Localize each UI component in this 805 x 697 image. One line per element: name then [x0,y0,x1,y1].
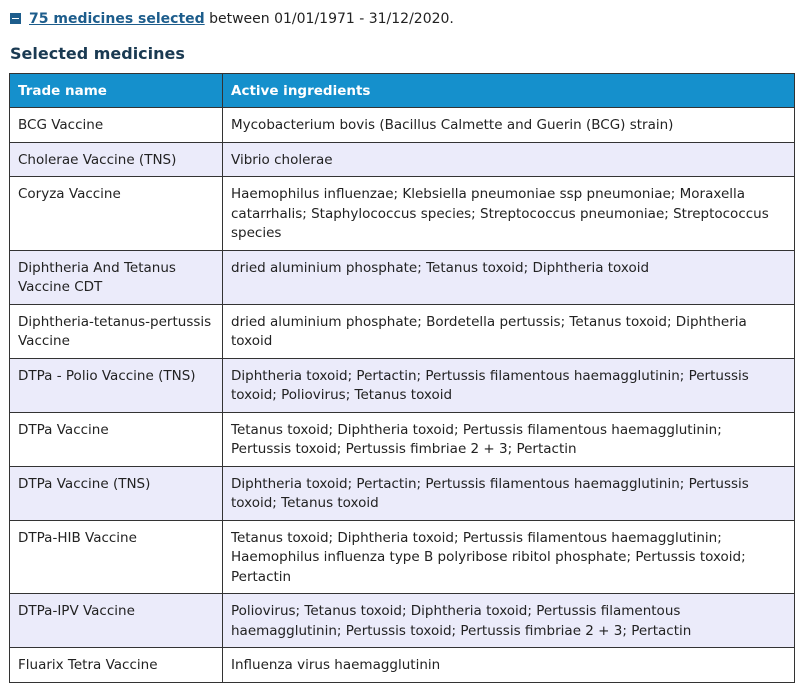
medicines-selected-link[interactable]: 75 medicines selected [29,11,205,27]
trade-name-cell: Diphtheria-tetanus-pertussis Vaccine [10,304,223,358]
selection-summary [10,9,454,29]
trade-name-cell: Diphtheria And Tetanus Vaccine CDT [10,250,223,304]
trade-name-cell: Fluarix Tetra Vaccine [10,648,223,683]
trade-name-cell: DTPa Vaccine (TNS) [10,466,223,520]
date-range-text: between 01/01/1971 - 31/12/2020. [209,11,454,27]
ingredients-cell: Diphtheria toxoid; Pertactin; Pertussis filamentous haemagglutinin; Pertussis toxoid; Tetanus toxoid [223,466,795,520]
ingredients-cell: Haemophilus influenzae; Klebsiella pneumoniae ssp pneumoniae; Moraxella catarrhalis; Staphylococcus species; Streptococcus pneumoniae; Streptococcus species [223,177,795,251]
ingredients-cell: dried aluminium phosphate; Bordetella pertussis; Tetanus toxoid; Diphtheria toxoid [223,304,795,358]
trade-name-cell: Coryza Vaccine [10,177,223,251]
collapse-icon[interactable] [10,13,21,24]
ingredients-cell: Vibrio cholerae [223,142,795,177]
trade-name-cell: DTPa Vaccine [10,412,223,466]
table-row [10,648,795,683]
table-row [10,412,795,466]
table-row [10,358,795,412]
ingredients-cell: Tetanus toxoid; Diphtheria toxoid; Pertussis filamentous haemagglutinin; Pertussis toxoid; Pertussis fimbriae 2 + 3; Pertactin [223,412,795,466]
table-row [10,177,795,251]
ingredients-cell: Influenza virus haemagglutinin [223,648,795,683]
column-header-active-ingredients[interactable]: Active ingredients [223,74,795,108]
column-header-trade-name[interactable]: Trade name [10,74,223,108]
ingredients-cell: Diphtheria toxoid; Pertactin; Pertussis filamentous haemagglutinin; Pertussis toxoid; Poliovirus; Tetanus toxoid [223,358,795,412]
trade-name-cell: BCG Vaccine [10,108,223,143]
medicines-table [9,73,795,683]
ingredients-cell: Tetanus toxoid; Diphtheria toxoid; Pertussis filamentous haemagglutinin; Haemophilus influenza type B polyribose ribitol phosphate; Pertussis toxoid; Pertactin [223,520,795,594]
trade-name-cell: DTPa-IPV Vaccine [10,594,223,648]
table-row [10,466,795,520]
ingredients-cell: Mycobacterium bovis (Bacillus Calmette and Guerin (BCG) strain) [223,108,795,143]
ingredients-cell: dried aluminium phosphate; Tetanus toxoid; Diphtheria toxoid [223,250,795,304]
ingredients-cell: Poliovirus; Tetanus toxoid; Diphtheria toxoid; Pertussis filamentous haemagglutinin; Pertussis toxoid; Pertussis fimbriae 2 + 3; Pertactin [223,594,795,648]
table-row [10,250,795,304]
trade-name-cell: Cholerae Vaccine (TNS) [10,142,223,177]
trade-name-cell: DTPa-HIB Vaccine [10,520,223,594]
section-heading: Selected medicines [10,44,185,63]
trade-name-cell: DTPa - Polio Vaccine (TNS) [10,358,223,412]
table-row [10,304,795,358]
table-header-row [10,74,795,108]
table-row [10,520,795,594]
table-row [10,142,795,177]
table-row [10,108,795,143]
table-row [10,594,795,648]
